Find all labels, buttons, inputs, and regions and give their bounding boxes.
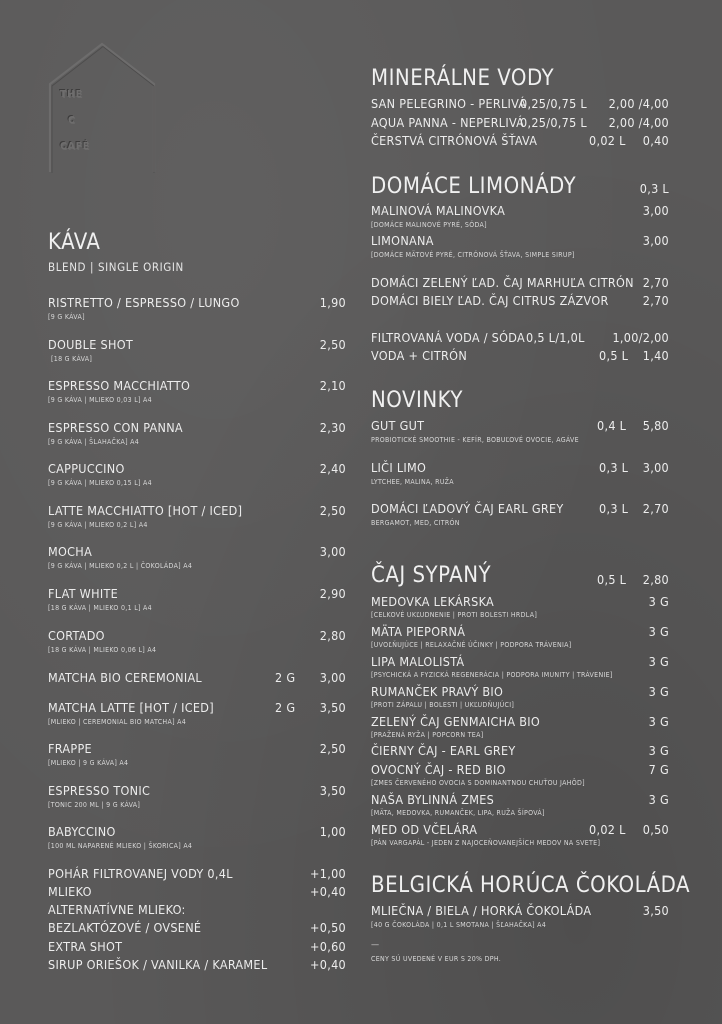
item-name: LIMONANA	[371, 233, 434, 248]
menu-item	[371, 233, 669, 249]
item-name: MALINOVÁ MALINOVKA	[371, 203, 506, 218]
item-name: MED OD VČELÁRA	[371, 822, 478, 837]
item-price: 5,80	[642, 418, 669, 433]
menu-item	[371, 654, 669, 670]
item-name: DOMÁCI ZELENÝ ĽAD. ČAJ MARHUĽA CITRÓN	[371, 275, 634, 290]
menu-item	[371, 501, 669, 517]
item-name: LIČI LIMO	[371, 460, 427, 475]
item-price: 2,00 /4,00	[608, 115, 669, 130]
item-name: FLAT WHITE	[48, 586, 119, 601]
item-name: DOUBLE SHOT	[48, 337, 134, 352]
item-price: 2,70	[642, 293, 669, 308]
item-name: FRAPPE	[48, 741, 92, 756]
item-qty: 0,02 L	[589, 822, 626, 837]
item-note: [18 G KÁVA]	[51, 355, 93, 363]
item-price: 2,90	[319, 586, 346, 601]
item-price: 3 G	[648, 594, 669, 609]
item-note: [MÄTA, MEDOVKA, RUMANČEK, LIPA, RUŽA ŠÍPOVÁ]	[371, 809, 545, 817]
menu-item	[48, 586, 346, 602]
menu-item	[371, 822, 669, 838]
item-name: MATCHA LATTE [HOT / ICED]	[48, 700, 214, 715]
item-qty: 2 G	[275, 670, 296, 685]
item-price: 3 G	[648, 684, 669, 699]
menu-item	[48, 420, 346, 436]
logo-line-2: C	[68, 115, 76, 126]
item-price: 3,50	[319, 783, 346, 798]
menu-item	[48, 670, 346, 686]
item-note: [9 G KÁVA | MLIEKO 0,03 L] A4	[48, 396, 152, 404]
menu-item	[371, 330, 669, 346]
section-title-mineralne: MINERÁLNE VODY	[371, 66, 555, 91]
menu-item	[371, 115, 669, 131]
menu-item	[48, 783, 346, 799]
item-price: 1,00/2,00	[612, 330, 669, 345]
item-price: 2,50	[319, 337, 346, 352]
item-price: 3,00	[642, 233, 669, 248]
item-price: 3 G	[648, 654, 669, 669]
item-note: [40 G ČOKOLÁDA | 0,1 L SMOTANA | ŠĽAHAČKA] A4	[371, 921, 547, 929]
item-name: MEDOVKA LEKÁRSKA	[371, 594, 495, 609]
menu-item	[371, 348, 669, 364]
item-price: 2,50	[319, 503, 346, 518]
item-name: GUT GUT	[371, 418, 425, 433]
item-price: +0,50	[310, 920, 346, 935]
section-qty: 0,3 L	[639, 181, 669, 196]
item-name: OVOCNÝ ČAJ - RED BIO	[371, 762, 506, 777]
item-note: [PRAŽENÁ RYŽA | POPCORN TEA]	[371, 731, 484, 739]
menu-item	[371, 684, 669, 700]
item-name: MOCHA	[48, 544, 93, 559]
item-price: +0,40	[310, 884, 346, 899]
item-name: ČERSTVÁ CITRÓNOVÁ ŠŤAVA	[371, 133, 538, 148]
item-name: SIRUP ORIEŠOK / VANILKA / KARAMEL	[48, 957, 268, 972]
item-name: FILTROVANÁ VODA / SÓDA	[371, 330, 525, 345]
kava-subtitle: BLEND | SINGLE ORIGIN	[48, 260, 184, 274]
logo-line-3: CAFÉ	[60, 141, 90, 152]
item-name: VODA + CITRÓN	[371, 348, 468, 363]
item-name: EXTRA SHOT	[48, 939, 123, 954]
item-name: AQUA PANNA - NEPERLIVÁ	[371, 115, 525, 130]
item-price: 3,50	[319, 700, 346, 715]
item-price: 2,30	[319, 420, 346, 435]
extra-item	[48, 884, 346, 900]
section-qty-row	[371, 572, 669, 588]
item-note: [9 G KÁVA | MLIEKO 0,15 L] A4	[48, 479, 152, 487]
item-name: MÄTA PIEPORNÁ	[371, 624, 466, 639]
item-note: [9 G KÁVA | MLIEKO 0,2 L] A4	[48, 521, 148, 529]
item-note: [MLIEKO | CEREMONIAL BIO MATCHA] A4	[48, 718, 187, 726]
item-note: [9 G KÁVA]	[48, 313, 85, 321]
item-price: 7 G	[648, 762, 669, 777]
item-price: 3 G	[648, 743, 669, 758]
item-qty: 2 G	[275, 700, 296, 715]
section-title-limonady: DOMÁCE LIMONÁDY	[371, 174, 577, 199]
item-price: 1,00	[319, 824, 346, 839]
extra-item	[48, 939, 346, 955]
item-note: LYTCHEE, MALINA, RUŽA	[371, 478, 454, 486]
item-note: [ZMES ČERVENÉHO OVOCIA S DOMINANTNOU CHUŤOU JAHÔD]	[371, 779, 585, 787]
item-qty: 0,02 L	[589, 133, 626, 148]
item-note: [18 G KÁVA | MLIEKO 0,06 L] A4	[48, 646, 157, 654]
menu-item	[371, 792, 669, 808]
menu-item	[371, 203, 669, 219]
item-name: ZELENÝ ČAJ GENMAICHA BIO	[371, 714, 541, 729]
item-price: 3,00	[319, 544, 346, 559]
item-price: +0,40	[310, 957, 346, 972]
item-name: CORTADO	[48, 628, 105, 643]
menu-item	[48, 628, 346, 644]
item-note: [PSYCHICKÁ A FYZICKÁ REGENERÁCIA | PODPORA IMUNITY | TRÁVENIE]	[371, 671, 613, 679]
menu-item	[371, 293, 669, 309]
menu-item	[371, 133, 669, 149]
item-price: 3 G	[648, 792, 669, 807]
item-price: 0,50	[642, 822, 669, 837]
item-qty: 0,5 L/1,0L	[526, 330, 585, 345]
item-price: 1,90	[319, 295, 346, 310]
section-price: 2,80	[642, 572, 669, 587]
divider-dash: —	[371, 940, 380, 950]
menu-item	[48, 741, 346, 757]
price-footnote: CENY SÚ UVEDENÉ V EUR S 20% DPH.	[371, 955, 502, 963]
extra-item	[48, 957, 346, 973]
item-name: ESPRESSO MACCHIATTO	[48, 378, 191, 393]
item-name: POHÁR FILTROVANEJ VODY 0,4L	[48, 866, 233, 881]
item-note: [100 ML NAPARENÉ MLIEKO | ŠKORICA] A4	[48, 842, 193, 850]
item-name: LATTE MACCHIATTO [HOT / ICED]	[48, 503, 243, 518]
house-outline-icon	[46, 40, 158, 176]
item-price: 2,80	[319, 628, 346, 643]
item-price: 3,50	[642, 903, 669, 918]
item-name: MLIEKO	[48, 884, 92, 899]
item-price: 3,00	[642, 460, 669, 475]
item-note: [9 G KÁVA | MLIEKO 0,2 L | ČOKOLÁDA] A4	[48, 562, 193, 570]
item-note: BERGAMOT, MED, CITRÓN	[371, 519, 460, 527]
menu-item	[371, 762, 669, 778]
section-title-kava: KÁVA	[48, 230, 101, 255]
item-price: 2,40	[319, 461, 346, 476]
item-name: ESPRESSO CON PANNA	[48, 420, 183, 435]
item-note: [PROTI ZÁPALU | BOLESTI | UKĽUDŇUJÚCI]	[371, 701, 515, 709]
menu-item	[371, 743, 669, 759]
item-price: 2,00 /4,00	[608, 96, 669, 111]
item-name: SAN PELEGRINO - PERLIVÁ	[371, 96, 527, 111]
menu-item	[371, 460, 669, 476]
item-price: 2,50	[319, 741, 346, 756]
item-price: 3 G	[648, 624, 669, 639]
menu-item	[48, 700, 346, 716]
item-name: MATCHA BIO CEREMONIAL	[48, 670, 202, 685]
menu-item	[48, 503, 346, 519]
menu-item	[371, 594, 669, 610]
extra-item	[48, 902, 346, 918]
item-note: [UVOĽŇUJÚCE | RELAXAČNÉ ÚČINKY | PODPORA TRÁVENIA]	[371, 641, 572, 649]
extra-item	[48, 920, 346, 936]
item-name: RISTRETTO / ESPRESSO / LUNGO	[48, 295, 240, 310]
item-price: 2,70	[642, 501, 669, 516]
item-name: DOMÁCI ĽADOVÝ ČAJ EARL GREY	[371, 501, 564, 516]
section-qty: 0,5 L	[597, 572, 627, 587]
item-name: DOMÁCI BIELY ĽAD. ČAJ CITRUS ZÁZVOR	[371, 293, 609, 308]
item-name: MLIEČNA / BIELA / HORKÁ ČOKOLÁDA	[371, 903, 592, 918]
menu-item	[371, 418, 669, 434]
item-price: 1,40	[642, 348, 669, 363]
item-name: ESPRESSO TONIC	[48, 783, 151, 798]
item-name: CAPPUCCINO	[48, 461, 125, 476]
item-note: [18 G KÁVA | MLIEKO 0,1 L] A4	[48, 604, 152, 612]
item-name: ČIERNY ČAJ - EARL GREY	[371, 743, 516, 758]
item-price: 2,70	[642, 275, 669, 290]
item-price: 0,40	[642, 133, 669, 148]
menu-item	[371, 275, 669, 291]
item-note: [DOMÁCE MÄTOVÉ PYRÉ, CITRÓNOVÁ ŠŤAVA, SIMPLE SIRUP]	[371, 251, 575, 259]
cafe-logo	[46, 40, 158, 176]
item-qty: 0,3 L	[599, 501, 629, 516]
item-price: 2,10	[319, 378, 346, 393]
item-qty: 0,25/0,75 L	[520, 115, 587, 130]
item-price: 3,00	[642, 203, 669, 218]
item-qty: 0,3 L	[599, 460, 629, 475]
item-price: +1,00	[310, 866, 346, 881]
extra-item	[48, 866, 346, 882]
item-note: [DOMÁCE MALINOVÉ PYRÉ, SÓDA]	[371, 221, 487, 229]
menu-item	[48, 378, 346, 394]
menu-item	[48, 824, 346, 840]
item-name: BABYCCINO	[48, 824, 116, 839]
item-name: LIPA MALOLISTÁ	[371, 654, 465, 669]
menu-item	[48, 544, 346, 560]
item-name: NAŠA BYLINNÁ ZMES	[371, 792, 495, 807]
item-qty: 0,25/0,75 L	[520, 96, 587, 111]
item-price: +0,60	[310, 939, 346, 954]
item-note: [CELKOVÉ UKĽUDNENIE | PROTI BOLESTI HRDLA]	[371, 611, 538, 619]
item-qty: 0,4 L	[597, 418, 627, 433]
menu-item	[371, 96, 669, 112]
item-name: BEZLAKTÓZOVÉ / OVSENÉ	[48, 920, 202, 935]
item-note: [TONIC 200 ML | 9 G KÁVA]	[48, 801, 141, 809]
item-note: [PÁN VARGAPÁL - JEDEN Z NAJOCEŇOVANEJŠÍCH MEDOV NA SVETE]	[371, 839, 601, 847]
item-note: [MLIEKO | 9 G KÁVA] A4	[48, 759, 129, 767]
item-note: [9 G KÁVA | ŠLAHAČKA] A4	[48, 438, 140, 446]
menu-item	[371, 714, 669, 730]
section-title-novinky: NOVINKY	[371, 388, 463, 413]
item-name: ALTERNATÍVNE MLIEKO:	[48, 902, 186, 917]
section-qty-row	[371, 181, 669, 197]
section-title-caj: ČAJ SYPANÝ	[371, 563, 492, 588]
menu-item	[371, 903, 669, 919]
item-name: RUMANČEK PRAVÝ BIO	[371, 684, 504, 699]
menu-item	[48, 337, 346, 353]
item-price: 3 G	[648, 714, 669, 729]
item-price: 3,00	[319, 670, 346, 685]
logo-line-1: THE	[60, 89, 83, 100]
menu-item	[48, 461, 346, 477]
menu-item	[371, 624, 669, 640]
section-title-cokolada: BELGICKÁ HORÚCA ČOKOLÁDA	[371, 873, 691, 898]
item-note: PROBIOTICKÉ SMOOTHIE - KEFÍR, BOBUĽOVÉ OVOCIE, AGÁVE	[371, 436, 579, 444]
item-qty: 0,5 L	[599, 348, 629, 363]
menu-item	[48, 295, 346, 311]
